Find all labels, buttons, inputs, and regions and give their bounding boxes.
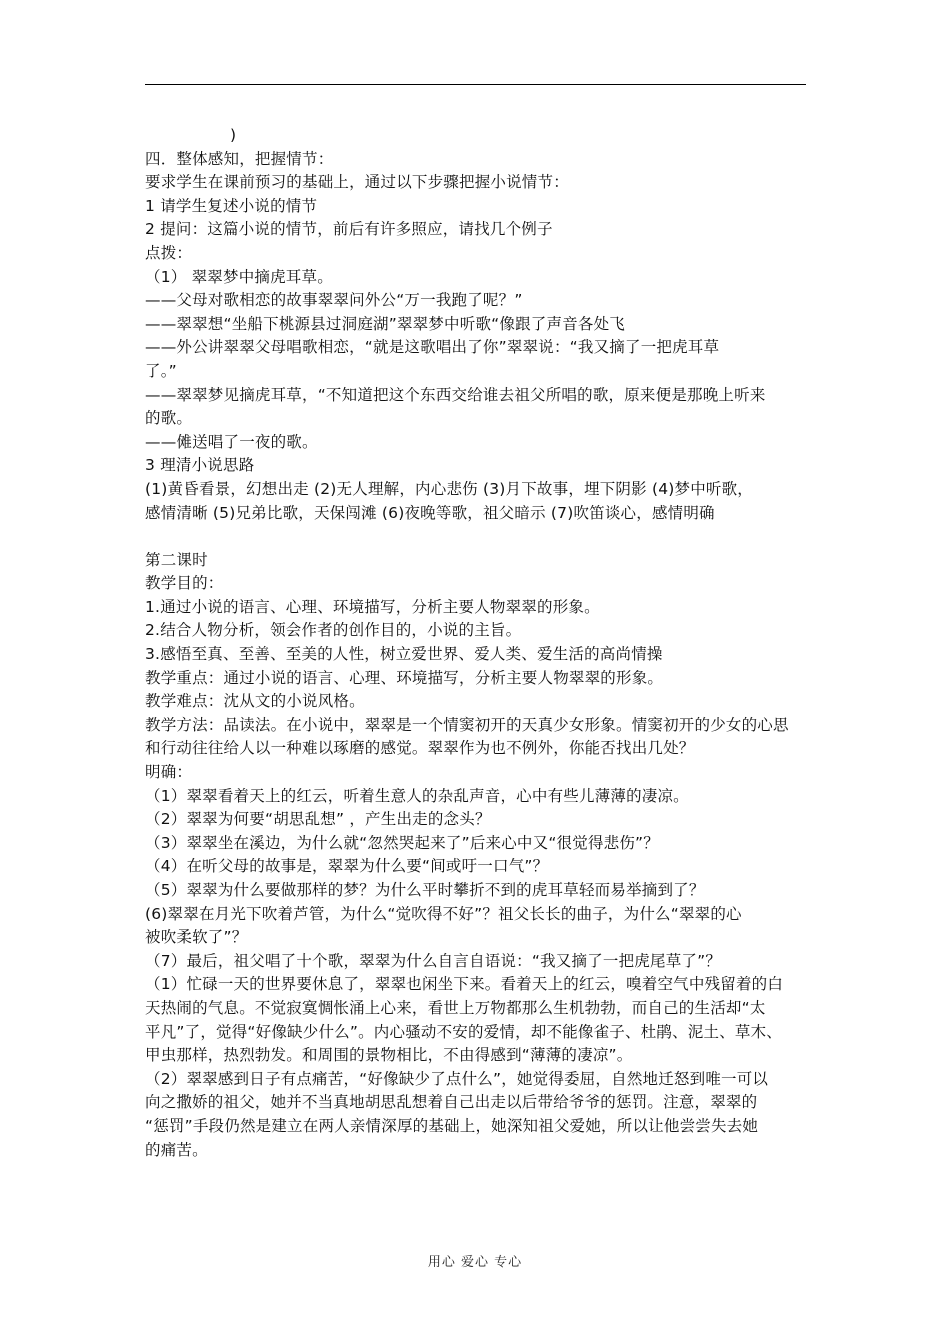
text-line: “惩罚”手段仍然是建立在两人亲情深厚的基础上，她深知祖父爱她，所以让他尝尝失去她 — [145, 1116, 759, 1135]
text-line: ——翠翠梦见摘虎耳草，“不知道把这个东西交给谁去祖父所唱的歌，原来便是那晚上听来 — [145, 385, 766, 404]
text-line: ——外公讲翠翠父母唱歌相恋，“就是这歌唱出了你”翠翠说：“我又摘了一把虎耳草 — [145, 338, 720, 357]
paragraph-gap — [145, 525, 810, 549]
text-line: 了。” — [145, 361, 177, 380]
text-line: 2.结合人物分析，领会作者的创作目的，小说的主旨。 — [145, 621, 522, 640]
text-line: （2）翠翠为何要“胡思乱想” ，产生出走的念头？ — [145, 810, 491, 829]
section-plot-overview — [145, 124, 810, 525]
text-line: 3.感悟至真、至善、至美的人性，树立爱世界、爱人类、爱生活的高尚情操 — [145, 645, 663, 664]
text-line: （1）忙碌一天的世界要休息了，翠翠也闲坐下来。看着天上的红云，嗅着空气中残留着的白 — [145, 975, 784, 994]
text-line: 的痛苦。 — [145, 1140, 208, 1159]
text-line: （4）在听父母的故事是，翠翠为什么要“间或吁一口气”？ — [145, 857, 549, 876]
section-second-lesson — [145, 549, 810, 1162]
section-heading: 第二课时 — [145, 550, 208, 569]
text-line: 教学重点：通过小说的语言、心理、环境描写，分析主要人物翠翠的形象。 — [145, 668, 664, 687]
text-line: 教学方法：品读法。在小说中，翠翠是一个情窦初开的天真少女形象。情窦初开的少女的心思 — [145, 715, 789, 734]
text-line: 明确： — [145, 763, 193, 782]
text-line: ——傩送唱了一夜的歌。 — [145, 432, 318, 451]
text-line: 教学难点：沈从文的小说风格。 — [145, 692, 365, 711]
text-line: 教学目的： — [145, 574, 224, 593]
text-line: （1） 翠翠梦中摘虎耳草。 — [145, 267, 333, 286]
text-line: 向之撒娇的祖父，她并不当真地胡思乱想着自己出走以后带给爷爷的惩罚。注意，翠翠的 — [145, 1093, 758, 1112]
text-line: ) — [230, 126, 237, 144]
text-line: （3）翠翠坐在溪边，为什么就“忽然哭起来了”后来心中又“很觉得悲伤”？ — [145, 833, 659, 852]
text-line: 2 提问：这篇小说的情节，前后有许多照应，请找几个例子 — [145, 220, 553, 239]
text-line: 1 请学生复述小说的情节 — [145, 196, 318, 215]
section-heading: 四．整体感知，把握情节： — [145, 149, 334, 168]
text-line: 和行动往往给人以一种难以琢磨的感觉。翠翠作为也不例外，你能否找出几处？ — [145, 739, 695, 758]
text-line: 甲虫那样，热烈勃发。和周围的景物相比，不由得感到“薄薄的凄凉”。 — [145, 1046, 633, 1065]
text-line: (6)翠翠在月光下吹着芦管，为什么“觉吹得不好”？祖父长长的曲子，为什么“翠翠的心 — [145, 904, 742, 923]
text-line: 平凡”了，觉得“好像缺少什么”。内心骚动不安的爱情，却不能像雀子、杜鹃、泥土、草木、 — [145, 1022, 782, 1041]
page-footer: 用心 爱心 专心 — [427, 1255, 523, 1270]
text-line: 的歌。 — [145, 409, 193, 428]
text-line: （2）翠翠感到日子有点痛苦，“好像缺少了点什么”，她觉得委屈，自然地迁怒到唯一可以 — [145, 1069, 769, 1088]
text-line: 要求学生在课前预习的基础上，通过以下步骤把握小说情节： — [145, 173, 569, 192]
text-line: 天热闹的气息。不觉寂寞惆怅涌上心来，看世上万物都那么生机勃勃，而自己的生活却“太 — [145, 998, 766, 1017]
document-body — [145, 124, 810, 1162]
text-line: (1)黄昏看景，幻想出走 (2)无人理解，内心悲伤 (3)月下故事，埋下阴影 (4)梦中听歌， — [145, 479, 754, 498]
text-line: ——父母对歌相恋的故事翠翠问外公“万一我跑了呢？” — [145, 291, 523, 310]
text-line: 感情清晰 (5)兄弟比歌，天保闯滩 (6)夜晚等歌，祖父暗示 (7)吹笛谈心，感情明确 — [145, 503, 715, 522]
text-line: 3 理清小说思路 — [145, 456, 255, 475]
text-line: 1.通过小说的语言、心理、环境描写，分析主要人物翠翠的形象。 — [145, 597, 600, 616]
text-line: 被吹柔软了”？ — [145, 928, 248, 947]
header-rule — [145, 84, 806, 85]
text-line: （5）翠翠为什么要做那样的梦？为什么平时攀折不到的虎耳草轻而易举摘到了？ — [145, 881, 705, 899]
text-line: ——翠翠想“坐船下桃源县过洞庭湖”翠翠梦中听歌“像跟了声音各处飞 — [145, 314, 625, 333]
text-line: （7）最后，祖父唱了十个歌，翠翠为什么自言自语说：“我又摘了一把虎尾草了”？ — [145, 951, 722, 970]
text-line: （1）翠翠看着天上的红云，听着生意人的杂乱声音，心中有些儿薄薄的凄凉。 — [145, 786, 689, 805]
text-line: 点拨： — [145, 243, 193, 262]
